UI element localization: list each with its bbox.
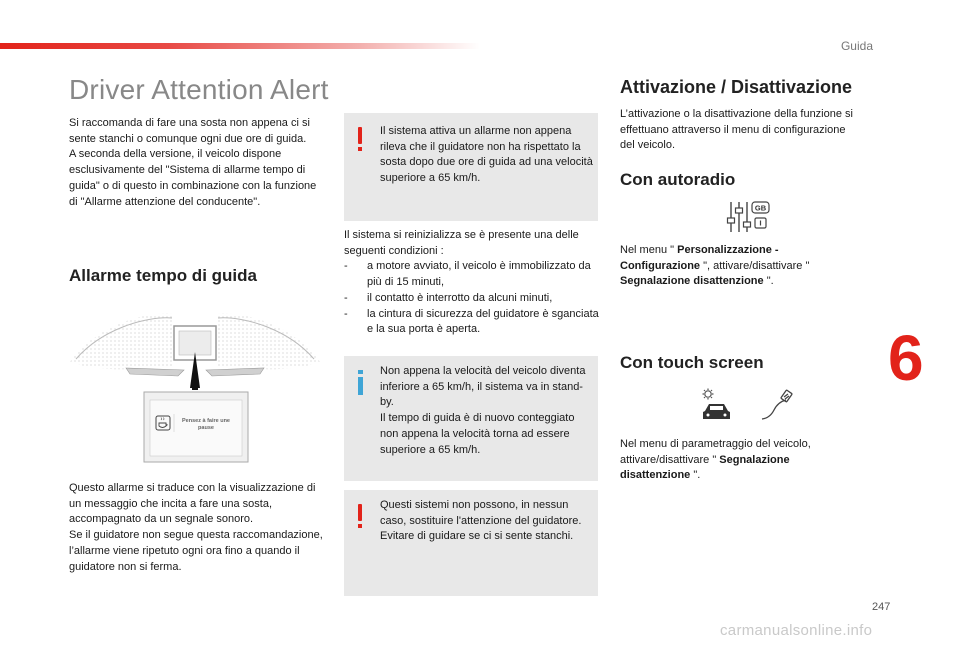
- info-note-text: Non appena la velocità del veicolo diventa inferiore a 65 km/h, il sistema va in stand-by. Il tempo di guida è di nuovo conteggiato non appena la velocità torna ad essere superiore a 65 km/h.: [380, 365, 586, 456]
- intro-paragraph: A seconda della versione, il veicolo dispone esclusivamente del "Sistema di allarme tempo di guida" o di questo in combinazione con la funzione di "Allarme attenzione del conducente".: [69, 148, 317, 208]
- instrument-panel-illustration: [66, 304, 324, 469]
- warning-exclamation-icon: [355, 127, 365, 153]
- outro-paragraph: Se il guidatore non segue questa raccomandazione, l’allarme viene ripetuto ogni ora fino a quando il guidatore non si ferma.: [69, 529, 323, 573]
- outro-text: [69, 481, 327, 575]
- alert-message-line2: pause: [198, 425, 214, 431]
- warning-exclamation-icon: [355, 504, 365, 530]
- section-title: Guida: [840, 39, 873, 53]
- warning-note-text: Il sistema attiva un allarme non appena rileva che il guidatore non ha rispettato la sosta dopo due ore di guida ad una velocità superiore a 65 km/h.: [380, 125, 593, 185]
- autoradio-instruction: Nel menu " Personalizzazione - Configurazione ", attivare/disattivare " Segnalazione disattenzione ".: [620, 244, 810, 288]
- setting-name: Segnalazione disattenzione: [620, 453, 790, 482]
- header-accent-bar: [0, 43, 480, 49]
- list-item: - a motore avviato, il veicolo è immobilizzato da più di 15 minuti,: [344, 260, 591, 289]
- chapter-number: 6: [888, 322, 924, 394]
- touch-screen-heading: Con touch screen: [620, 353, 764, 372]
- page-number: 247: [872, 601, 891, 613]
- info-note-standby: [344, 356, 598, 481]
- page-title: Driver Attention Alert: [69, 74, 329, 105]
- outro-paragraph: Questo allarme si traduce con la visualizzazione di un messaggio che incita a fare una sosta, accompagnato da un segnale sonoro.: [69, 482, 316, 526]
- warning-note-alarm: [344, 113, 598, 221]
- setting-name: Segnalazione disattenzione: [620, 275, 764, 288]
- reset-intro: Il sistema si reinizializza se è presente una delle seguenti condizioni :: [344, 229, 579, 257]
- vehicle-settings-icon: [700, 387, 734, 423]
- list-item: - la cintura di sicurezza del guidatore è sganciata e la sua porta è aperta.: [344, 307, 599, 336]
- driving-time-alert-heading: Allarme tempo di guida: [69, 266, 257, 285]
- reset-conditions: [344, 228, 600, 338]
- intro-text: [69, 116, 324, 210]
- list-item: - il contatto è interrotto da alcuni minuti,: [344, 291, 553, 304]
- warning-note-text: Questi sistemi non possono, in nessun caso, sostituire l'attenzione del guidatore. Evitare di guidare se ci si sente stanchi.: [380, 499, 582, 543]
- right-dial: [216, 313, 320, 369]
- settings-sliders-icon: [725, 200, 771, 234]
- activation-intro: L’attivazione o la disattivazione della funzione si effettuano attraverso il menu di configurazione del veicolo.: [620, 108, 853, 152]
- language-icon-label: GB: [754, 203, 767, 213]
- watermark: carmanualsonline.info: [720, 622, 873, 639]
- warning-note-attention: [344, 490, 598, 596]
- intro-paragraph: Si raccomanda di fare una sosta non appena ci si sente stanchi o comunque ogni due ore di guida.: [69, 117, 310, 145]
- activation-heading: Attivazione / Disattivazione: [620, 77, 853, 97]
- menu-path: Personalizzazione - Configurazione: [620, 244, 779, 272]
- left-dial: [70, 313, 174, 369]
- info-icon: [355, 370, 365, 396]
- autoradio-heading: Con autoradio: [620, 170, 736, 189]
- alert-message-line1: Pensez à faire une: [182, 418, 230, 424]
- touch-screen-instruction: Nel menu di parametraggio del veicolo, attivare/disattivare " Segnalazione disattenzione ".: [620, 438, 811, 482]
- driver-attention-icon: [760, 388, 794, 422]
